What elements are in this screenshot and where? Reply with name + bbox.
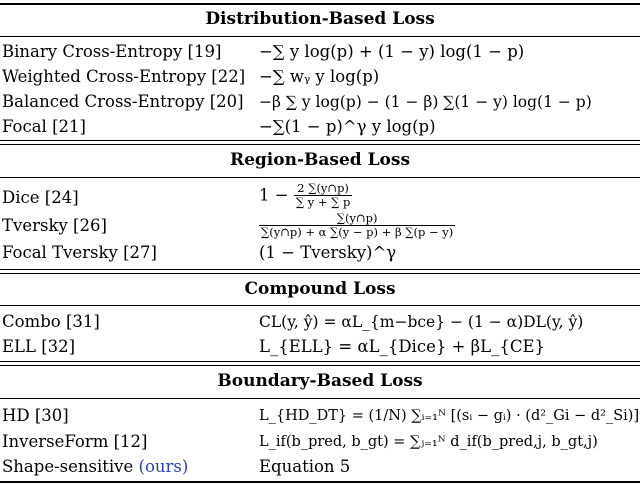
ours-label: (ours)	[138, 457, 189, 476]
top-rule	[0, 3, 640, 5]
loss-formula: CL(y, ŷ) = αL_{m−bce} − (1 − α)DL(y, ŷ)	[259, 313, 584, 331]
section-rule	[0, 144, 640, 145]
loss-name: InverseForm [12]	[2, 432, 148, 451]
section-title-boundary: Boundary-Based Loss	[217, 371, 423, 391]
loss-formula	[259, 182, 352, 209]
section-rule	[0, 177, 640, 178]
loss-formula: −∑ wᵧ y log(p)	[259, 67, 380, 86]
loss-formula: L_{HD_DT} = (1/N) ∑ᵢ₌₁ᴺ [(sᵢ − gᵢ) · (d²_Gi − d²_Si)]	[259, 408, 640, 424]
section-title-compound: Compound Loss	[244, 279, 396, 299]
section-rule	[0, 36, 640, 37]
loss-formula: L_{ELL} = αL_{Dice} + βL_{CE}	[259, 337, 546, 356]
loss-name: Focal Tversky [27]	[2, 243, 157, 262]
loss-name: Binary Cross-Entropy [19]	[2, 42, 222, 61]
section-rule	[0, 365, 640, 366]
loss-formula: −∑ y log(p) + (1 − y) log(1 − p)	[259, 42, 525, 61]
loss-name-text: Shape-sensitive	[2, 457, 134, 476]
formula-prefix: 1 −	[259, 185, 289, 205]
fraction	[259, 212, 455, 239]
fraction-numerator: ∑(y∩p)	[259, 212, 455, 226]
loss-formula: (1 − Tversky)^γ	[259, 243, 397, 262]
loss-name: Weighted Cross-Entropy [22]	[2, 67, 246, 86]
fraction-numerator: 2 ∑(y∩p)	[294, 182, 353, 196]
section-rule	[0, 398, 640, 399]
loss-formula	[259, 212, 455, 239]
loss-formula: −β ∑ y log(p) − (1 − β) ∑(1 − y) log(1 − p)	[259, 93, 592, 111]
section-rule	[0, 140, 640, 141]
section-rule	[0, 305, 640, 306]
loss-name: HD [30]	[2, 406, 69, 425]
loss-formula: Equation 5	[259, 457, 351, 476]
loss-name: Combo [31]	[2, 312, 100, 331]
loss-name: Tversky [26]	[2, 216, 107, 235]
fraction-denominator: ∑(y∩p) + α ∑(y − p) + β ∑(p − y)	[261, 225, 454, 239]
loss-name: Focal [21]	[2, 117, 86, 136]
section-rule	[0, 273, 640, 274]
loss-formula: −∑(1 − p)^γ y log(p)	[259, 117, 436, 136]
loss-formula: L_if(b_pred, b_gt) = ∑ⱼ₌₁ᴺ d_if(b_pred,j, b_gt,j)	[259, 434, 598, 450]
loss-name: ELL [32]	[2, 337, 76, 356]
section-rule	[0, 269, 640, 270]
section-rule	[0, 361, 640, 362]
loss-name	[2, 457, 188, 477]
fraction-denominator: ∑ y + ∑ p	[295, 195, 351, 209]
bottom-rule	[0, 481, 640, 483]
loss-name: Dice [24]	[2, 188, 79, 207]
loss-name: Balanced Cross-Entropy [20]	[2, 92, 244, 111]
fraction	[294, 182, 353, 209]
section-title-region: Region-Based Loss	[229, 150, 411, 170]
section-title-distribution: Distribution-Based Loss	[205, 9, 435, 29]
